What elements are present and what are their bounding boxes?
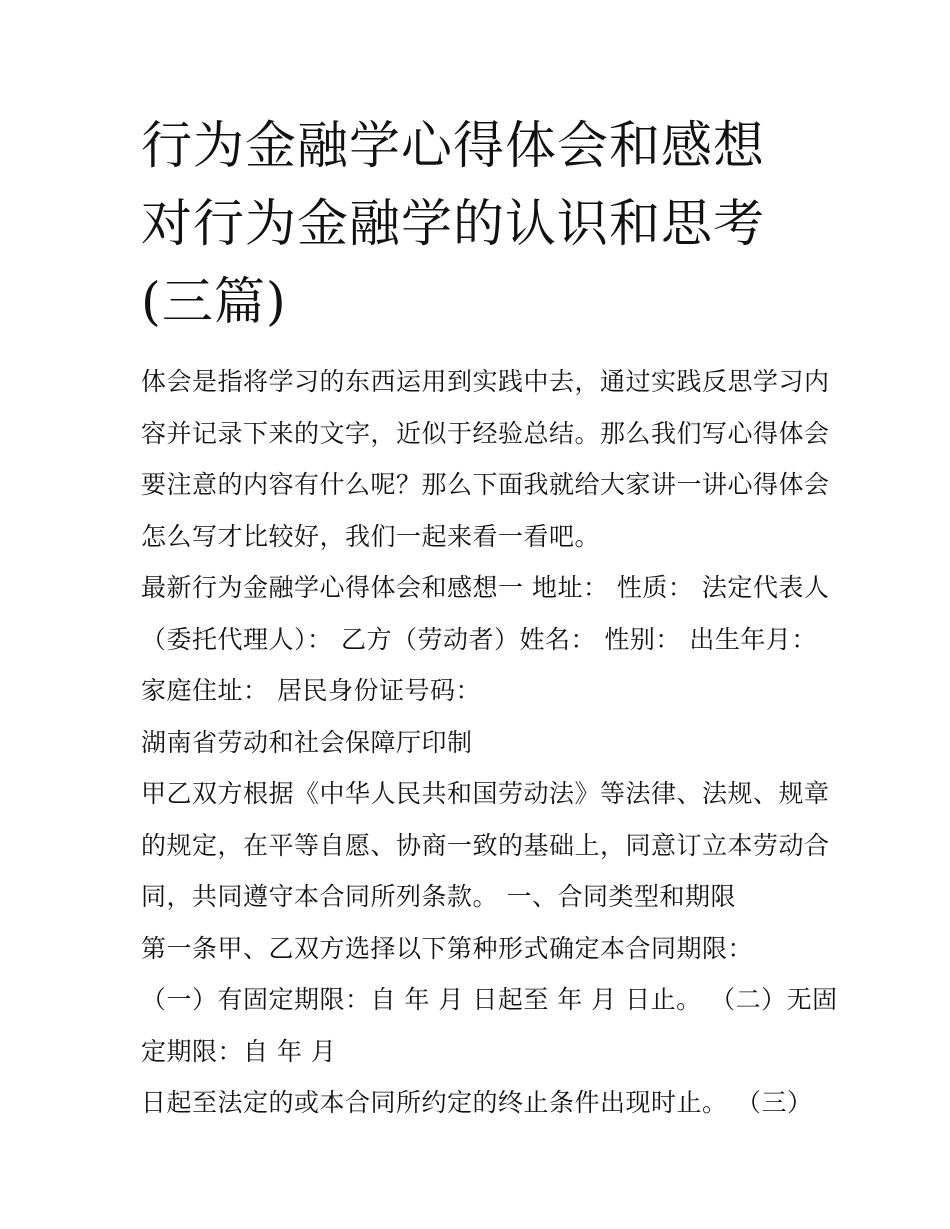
document-body [141,356,838,1129]
body-line: 第一条甲、乙双方选择以下第种形式确定本合同期限： [141,933,754,963]
body-line: 要注意的内容有什么呢？那么下面我就给大家讲一讲心得体会 [141,470,830,499]
body-line: 湖南省劳动和社会保障厅印制 [141,727,473,757]
body-line: 同，共同遵守本合同所列条款。 一、合同类型和期限 [141,882,736,911]
body-line: 日起至法定的或本合同所约定的终止条件出现时止。 （三） [141,1088,813,1117]
body-line: 最新行为金融学心得体会和感想一 地址： 性质： 法定代表人 [141,573,830,602]
body-line: （一）有固定期限：自 年 月 日起至 年 月 日止。 （二）无固 [141,985,838,1014]
body-line: 家庭住址： 居民身份证号码： [141,676,481,705]
body-line: 容并记录下来的文字，近似于经验总结。那么我们写心得体会 [141,418,830,448]
body-line: 怎么写才比较好，我们一起来看一看吧。 [141,521,601,551]
body-line: 甲乙双方根据《中华人民共和国劳动法》等法律、法规、规章 [141,779,830,808]
body-line: 的规定，在平等自愿、协商一致的基础上，同意订立本劳动合 [141,830,830,860]
body-line: 定期限：自 年 月 [141,1036,337,1066]
body-line: 体会是指将学习的东西运用到实践中去，通过实践反思学习内 [141,367,830,396]
document-title: 行为金融学心得体会和感想 对行为金融学的认识和思考(三篇) [141,117,766,332]
body-line: （委托代理人）： 乙方（劳动者）姓名： 性别： 出生年月： [141,624,817,654]
